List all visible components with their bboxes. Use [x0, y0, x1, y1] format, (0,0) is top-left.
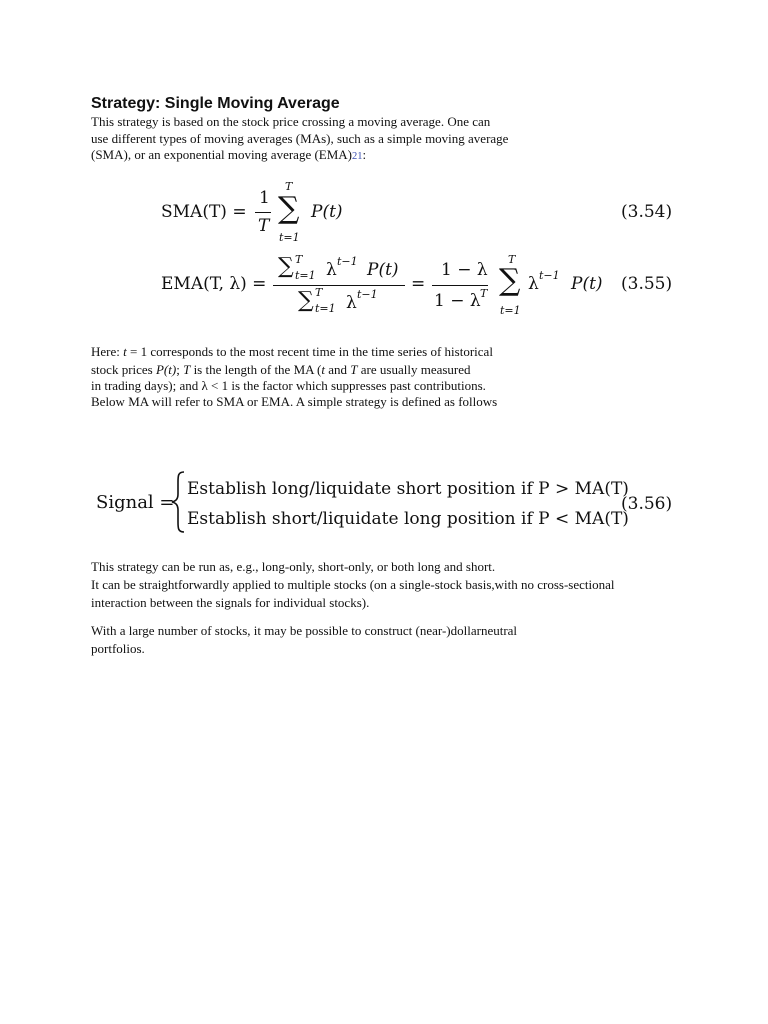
here-line-2-b: ; [176, 362, 184, 377]
ema-num-sum-sub: t=1 [295, 269, 316, 282]
sma-sum-lower: t=1 [279, 231, 300, 244]
intro-paragraph [91, 114, 508, 166]
summation-icon: ∑ [298, 288, 314, 313]
ema-sum-upper: T [508, 253, 516, 266]
here-line-2-var3: t [321, 362, 326, 377]
ema-den-sum-sup: T [315, 286, 323, 299]
here-line-1-a: Here: [91, 344, 124, 359]
ema-fraction2-bar [432, 285, 488, 286]
here-line-2-var2: T [183, 362, 191, 377]
ema-frac2-numerator: 1 − λ [441, 260, 488, 280]
sma-frac-denominator: T [258, 216, 270, 236]
intro-line-1: This strategy is based on the stock price crossing a moving average. One can [91, 114, 491, 129]
sma-fraction-bar [255, 212, 271, 213]
here-paragraph [91, 343, 497, 411]
here-line-2-c: is the length of the MA ( [190, 362, 322, 377]
run-line-3: interaction between the signals for individual stocks). [91, 595, 370, 610]
large-paragraph [91, 622, 517, 658]
here-line-1-var: t [123, 344, 127, 359]
ema-lhs: EMA(T, λ) = [161, 274, 267, 294]
footnote-link[interactable]: 21 [352, 151, 363, 162]
ema-den-sum-sub: t=1 [315, 302, 336, 315]
summation-icon: ∑ [278, 254, 294, 279]
here-line-2-d: and [325, 362, 351, 377]
here-line-2-a: stock prices [91, 362, 156, 377]
ema-frac2-denominator: 1 − λ [434, 291, 481, 311]
run-line-2: It can be straightforwardly applied to multiple stocks (on a single-stock basis,with no cross-sectional [91, 577, 615, 592]
here-line-3: in trading days); and λ < 1 is the factor which suppresses past contributions. [91, 378, 486, 393]
ema-num-exponent: t−1 [337, 255, 358, 268]
here-line-1 [91, 343, 497, 361]
sma-term: P(t) [311, 202, 343, 222]
ema-den-exponent: t−1 [357, 288, 378, 301]
ema-num-price: P(t) [367, 260, 399, 280]
run-line-1: This strategy can be run as, e.g., long-only, short-only, or both long and short. [91, 559, 496, 574]
ema-equals: = [411, 274, 426, 294]
here-line-2-var4: T [350, 362, 358, 377]
large-line-1: With a large number of stocks, it may be possible to construct (near-)dollarneutral [91, 623, 518, 638]
ema-num-lambda: λ [326, 260, 337, 280]
signal-case-long: Establish long/liquidate short position if P > MA(T) [187, 479, 629, 499]
equation-number-3-54: (3.54) [621, 202, 673, 222]
here-line-1-b: = 1 corresponds to the most recent time in the time series of historical [126, 344, 493, 359]
ema-term-price: P(t) [571, 274, 603, 294]
here-line-4: Below MA will refer to SMA or EMA. A simple strategy is defined as follows [91, 394, 498, 409]
ema-sum-lower: t=1 [500, 304, 521, 317]
signal-lhs: Signal = [96, 492, 175, 513]
ema-den-lambda: λ [346, 293, 357, 313]
signal-case-short: Establish short/liquidate long position if P < MA(T) [187, 509, 629, 529]
section-heading: Strategy: Single Moving Average [91, 95, 340, 112]
intro-line-3 [91, 147, 508, 166]
brace-icon [170, 470, 186, 534]
summation-icon: ∑ [278, 191, 300, 226]
sma-sum-upper: T [285, 180, 293, 193]
run-paragraph [91, 558, 615, 612]
ema-num-sum-sup: T [295, 253, 303, 266]
here-line-2-var: P(t) [155, 362, 177, 377]
ema-frac2-den-exponent: T [480, 287, 488, 300]
equation-number-3-55: (3.55) [621, 274, 673, 294]
ema-fraction-bar [273, 285, 405, 286]
ema-term-exponent: t−1 [539, 269, 560, 282]
summation-icon: ∑ [499, 263, 521, 298]
ema-term-lambda: λ [528, 274, 539, 294]
intro-line-3-text: (SMA), or an exponential moving average (EMA) [91, 147, 353, 162]
here-line-2-e: are usually measured [357, 362, 471, 377]
intro-line-2: use different types of moving averages (MAs), such as a simple moving average [91, 130, 509, 146]
intro-line-3-end: : [362, 147, 367, 162]
large-line-2: portfolios. [91, 641, 145, 656]
equation-number-3-56: (3.56) [621, 494, 673, 514]
sma-frac-numerator: 1 [259, 188, 270, 208]
sma-lhs: SMA(T) = [161, 202, 247, 222]
